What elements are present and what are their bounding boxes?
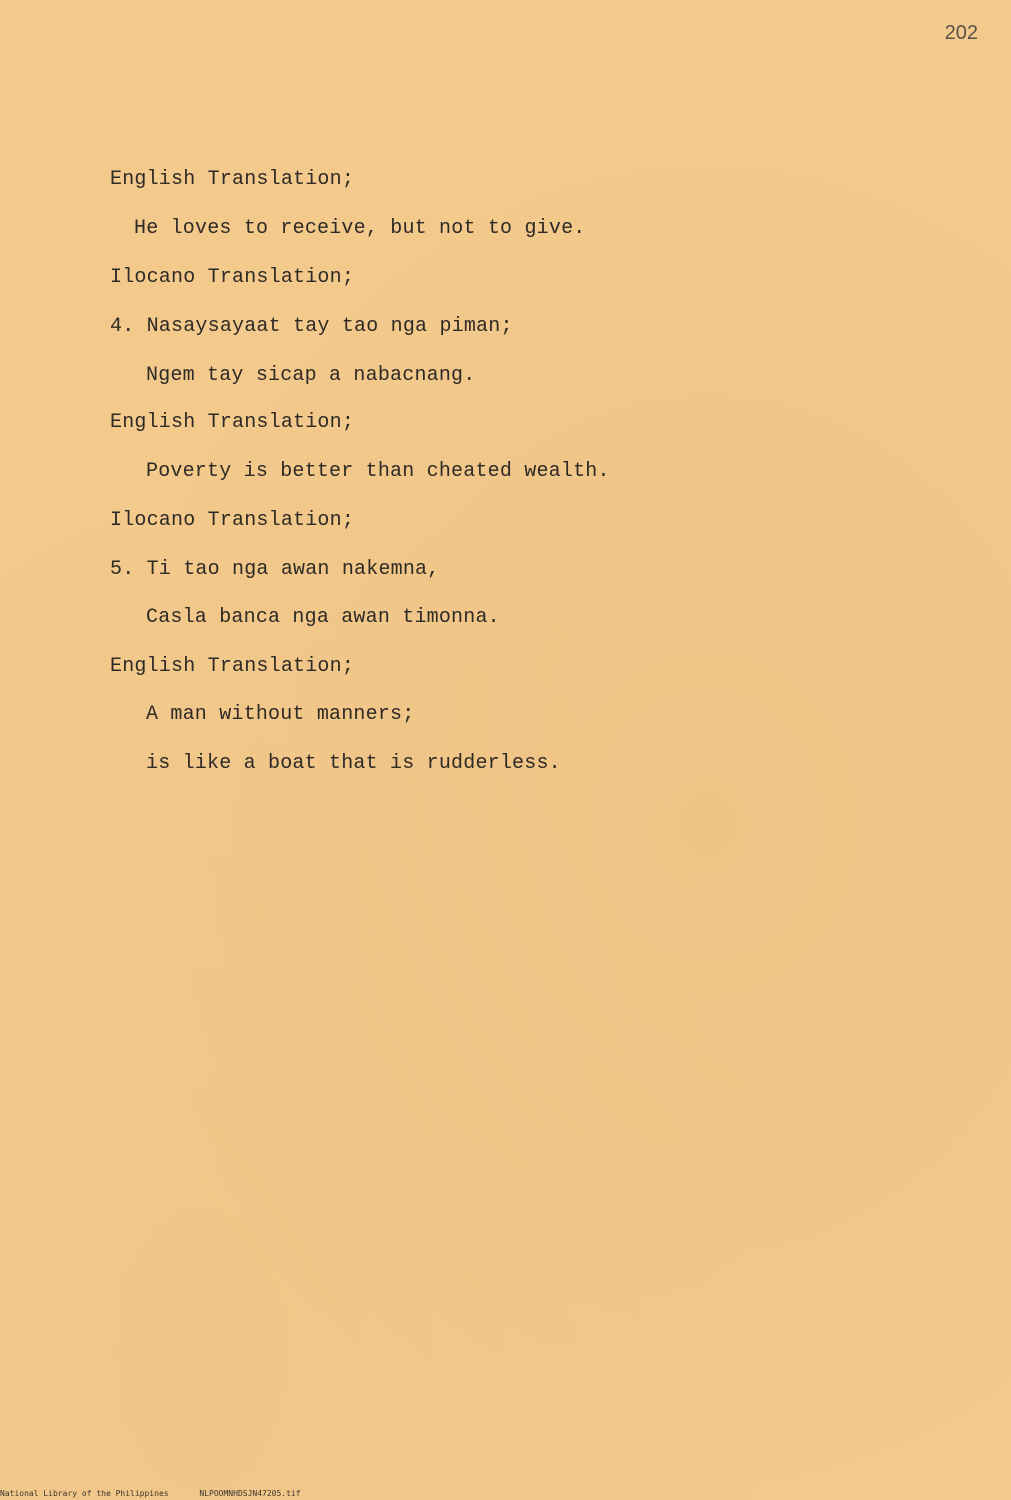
heading-english-translation-1: English Translation; [110,168,355,191]
footer-library-name: National Library of the Philippines [0,1489,169,1498]
proverb-5-line-2: Casla banca nga awan timonna. [146,606,500,629]
heading-english-translation-3: English Translation; [110,655,355,678]
heading-ilocano-translation-2: Ilocano Translation; [110,509,355,532]
page-number: 202 [944,22,978,44]
heading-english-translation-2: English Translation; [110,411,355,434]
proverb-5-translation-line-1: A man without manners; [146,703,415,726]
heading-ilocano-translation-1: Ilocano Translation; [110,266,355,289]
proverb-5-translation-line-2: is like a boat that is rudderless. [146,752,561,775]
proverb-translation-line: He loves to receive, but not to give. [134,217,586,240]
proverb-5-line-1: 5. Ti tao nga awan nakemna, [110,558,440,581]
proverb-4-translation: Poverty is better than cheated wealth. [146,460,610,483]
archive-footer [0,1489,327,1498]
proverb-4-line-1: 4. Nasaysayaat tay tao nga piman; [110,315,513,338]
footer-file-id: NLPOOMNHDSJN47205.tif [199,1489,301,1498]
proverb-4-line-2: Ngem tay sicap a nabacnang. [146,364,476,387]
